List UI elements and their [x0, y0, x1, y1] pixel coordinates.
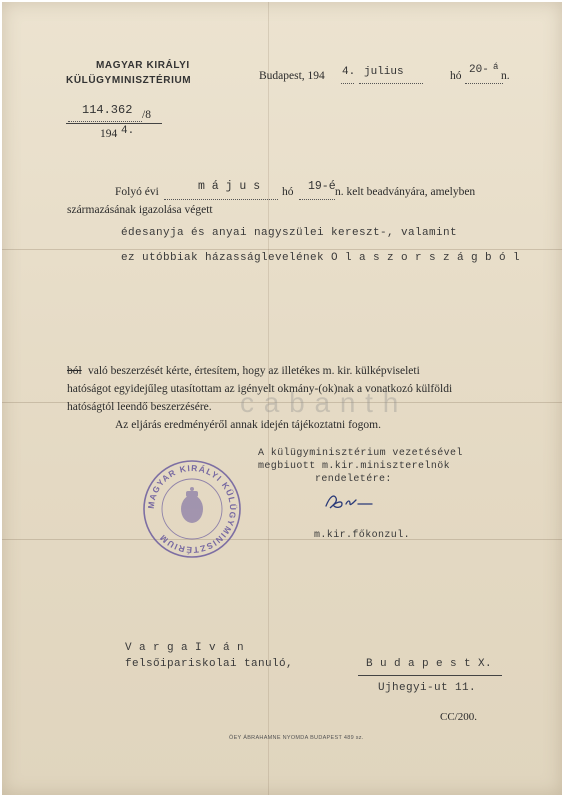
- date-day: 20-: [469, 64, 489, 76]
- dotted-line: [465, 83, 503, 84]
- struck-word: ból: [67, 365, 82, 377]
- fold-line: [2, 249, 562, 250]
- body-line4: hatóságot egyidejűleg utasítottam az igényelt okmány-(ok)nak a vonatkozó külföldi: [67, 383, 453, 395]
- date-year-digit: 4.: [342, 66, 356, 78]
- body-day-filled: 19-é: [308, 180, 336, 193]
- recipient-occupation: felsőipariskolai tanuló,: [125, 658, 294, 670]
- ministry-name-line1: MAGYAR KIRÁLYI: [96, 60, 190, 71]
- dotted-line: [299, 199, 335, 200]
- official-stamp: [142, 459, 242, 559]
- recipient-divider: [358, 675, 502, 676]
- handwritten-signature: [320, 490, 400, 514]
- date-month: julius: [364, 66, 404, 78]
- body-line1-end: n. kelt beadványára, amelyben: [335, 186, 476, 198]
- signature-line3: rendeletére:: [315, 474, 392, 485]
- body-ho-label: hó: [282, 186, 294, 198]
- reference-year: 194: [100, 128, 118, 140]
- dotted-line: [359, 83, 423, 84]
- svg-text:MAGYAR KIRÁLYI KÜLÜGYMINISZTÉR: MAGYAR KIRÁLYI KÜLÜGYMINISZTÉRIUM: [145, 462, 239, 556]
- body-line2: származásának igazolása végett: [67, 204, 213, 216]
- printer-imprint: ÖEY ÁBRAHAMNE NYOMDA BUDAPEST 489 sz.: [229, 735, 364, 741]
- ministry-name-line2: KÜLÜGYMINISZTÉRIUM: [66, 75, 192, 86]
- signature-line2: megbiuott m.kir.miniszterelnök: [258, 461, 451, 472]
- body-line5: hatóságtól leendő beszerzésére.: [67, 401, 212, 413]
- recipient-city: B u d a p e s t X.: [366, 658, 493, 670]
- typed-line1: édesanyja és anyai nagyszülei kereszt-, valamint: [121, 227, 458, 239]
- place-date-prefix: Budapest, 194: [259, 70, 325, 82]
- body-line3: való beszerzését kérte, értesítem, hogy az illetékes m. kir. külképviseleti: [88, 365, 420, 377]
- date-n-label: n.: [501, 70, 510, 82]
- dotted-line: [341, 83, 354, 84]
- typed-line2: ez utóbbiak házasságlevelének O l a s z o r s z á g b ó l: [121, 252, 521, 264]
- signature-line1: A külügyminisztérium vezetésével: [258, 448, 463, 459]
- fold-line: [2, 539, 562, 540]
- document-sheet: [2, 2, 562, 795]
- signature-title: m.kir.főkonzul.: [314, 530, 411, 541]
- reference-suffix: /8: [142, 109, 151, 121]
- reference-number: 114.362: [82, 103, 133, 117]
- dotted-line: [68, 121, 142, 122]
- body-month-filled: m á j u s: [198, 180, 261, 193]
- reference-divider: [66, 123, 162, 124]
- watermark: c a b a n t h: [240, 387, 400, 418]
- body-line6: Az eljárás eredményéről annak idején tájékoztatni fogom.: [115, 419, 381, 431]
- body-line1-start: Folyó évi: [115, 186, 159, 198]
- date-day-suffix: á: [493, 62, 499, 72]
- reference-year-digit: 4.: [121, 125, 135, 137]
- recipient-street: Ujhegyi-ut 11.: [378, 682, 477, 694]
- ho-label: hó: [450, 70, 462, 82]
- recipient-name: V a r g a I v á n: [125, 642, 245, 654]
- dotted-line: [164, 199, 278, 200]
- form-code: CC/200.: [440, 711, 477, 723]
